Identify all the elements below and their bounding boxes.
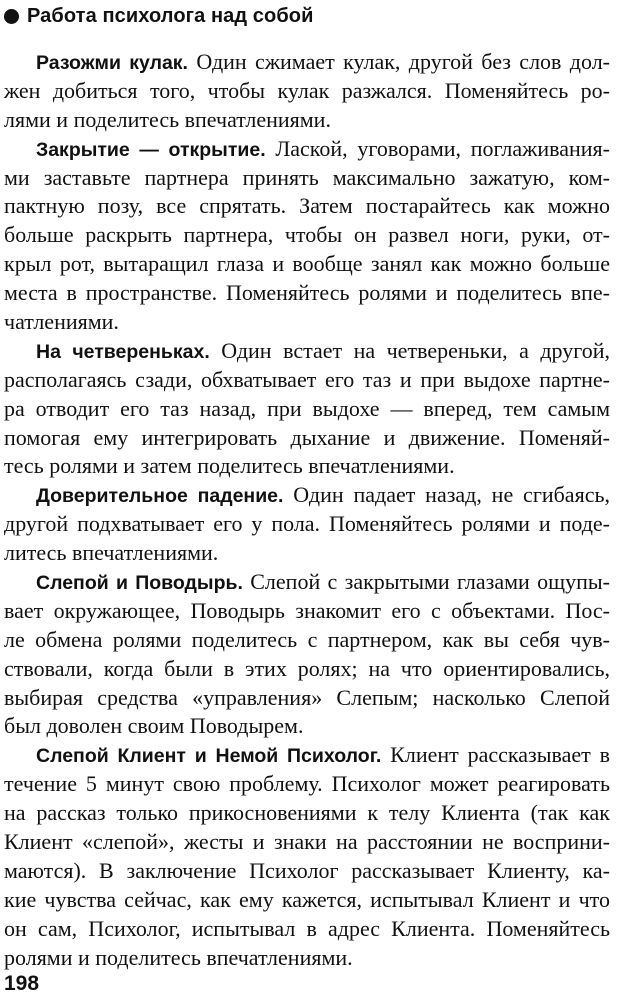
- paragraph-title: Разожми кулак.: [36, 52, 188, 74]
- text-line: выбирая средства «управления» Слепым; насколько Слепой: [4, 684, 610, 710]
- text-line: [4, 741, 610, 770]
- paragraph-title: Слепой и Поводырь.: [36, 572, 243, 595]
- text-line: больше раскрыть партнера, чтобы он развел ноги, руки, от-: [4, 222, 610, 248]
- paragraph: [4, 48, 610, 135]
- text-line: ми заставьте партнера принять максимально зажатую, ком-: [4, 164, 610, 190]
- text-line: [4, 568, 610, 597]
- text-run: Один сжимает кулак, другой без слов дол-: [187, 49, 610, 74]
- text-line: другой подхватывает его у пола. Поменяйтесь ролями и поде-: [4, 511, 610, 537]
- paragraph-title: На четвереньках.: [36, 340, 210, 363]
- text-run: Один падает назад, не сгибаясь,: [283, 482, 610, 508]
- text-line: он сам, Психолог, испытывал в адрес Клиента. Поменяйтесь: [4, 915, 610, 941]
- text-run: Один встает на четвереньки, а другой,: [209, 337, 610, 363]
- text-line: помогая ему интегрировать дыхание и движение. Поменяй-: [4, 424, 610, 450]
- bullet-icon: [4, 9, 19, 24]
- paragraph: [4, 337, 610, 481]
- text-line: течение 5 минут свою проблему. Психолог может реагировать: [4, 771, 610, 797]
- text-line: [4, 481, 610, 510]
- text-line: места в пространстве. Поменяйтесь ролями и поделитесь впе-: [4, 280, 610, 306]
- text-line: крыл рот, вытаращил глаза и вообще занял как можно больше: [4, 251, 610, 277]
- text-line: располагаясь сзади, обхватывает его таз и при выдохе партне-: [4, 366, 610, 392]
- text-line: ра отводит его таз назад, при выдохе — вперед, тем самым: [4, 395, 610, 421]
- text-line: на рассказ только прикосновениями к телу Клиента (так как: [4, 800, 610, 826]
- paragraph: [4, 135, 610, 337]
- text-line: [4, 337, 610, 366]
- paragraph: [4, 568, 610, 741]
- text-line: был доволен своим Поводырем.: [4, 713, 304, 739]
- paragraph: [4, 741, 610, 972]
- body-text: [4, 48, 610, 973]
- running-head: [4, 2, 314, 30]
- text-line: маются). В заключение Психолог рассказывает Клиенту, ка-: [4, 857, 610, 883]
- text-line: ле обмена ролями поделитесь с партнером, как вы себя чув-: [4, 626, 610, 652]
- text-line: литесь впечатлениями.: [4, 540, 219, 566]
- text-run: Слепой с закрытыми глазами ощупы-: [242, 569, 610, 595]
- text-run: Клиент рассказывает в: [381, 742, 610, 768]
- text-line: тесь ролями и затем поделитесь впечатлениями.: [4, 453, 455, 479]
- chapter-title: Работа психолога над собой: [27, 4, 314, 27]
- text-line: [4, 48, 610, 77]
- paragraph: [4, 481, 610, 568]
- page-number: 198: [4, 972, 40, 995]
- paragraph-title: Закрытие — открытие.: [36, 138, 266, 161]
- text-line: [4, 135, 610, 164]
- text-line: лями и поделитесь впечатлениями.: [4, 106, 331, 132]
- paragraph-title: Доверительное падение.: [36, 485, 284, 508]
- text-line: ролями и поделитесь впечатлениями.: [4, 944, 353, 970]
- paragraph-title: Слепой Клиент и Немой Психолог.: [36, 745, 382, 768]
- text-line: чатлениями.: [4, 309, 119, 335]
- text-line: пактную позу, все спрятать. Затем постарайтесь как можно: [4, 193, 610, 219]
- text-line: вает окружающее, Поводырь знакомит его с объектами. Пос-: [4, 597, 610, 623]
- text-line: ствовали, когда были в этих ролях; на что ориентировались,: [4, 655, 610, 681]
- text-line: Клиент «слепой», жесты и знаки на расстоянии не восприни-: [4, 829, 610, 855]
- text-line: жен добиться того, чтобы кулак разжался. Поменяйтесь ро-: [4, 77, 610, 103]
- text-line: кие чувства сейчас, как ему кажется, испытывал Клиент и что: [4, 886, 610, 912]
- text-run: Лаской, уговорами, поглаживания-: [265, 135, 610, 161]
